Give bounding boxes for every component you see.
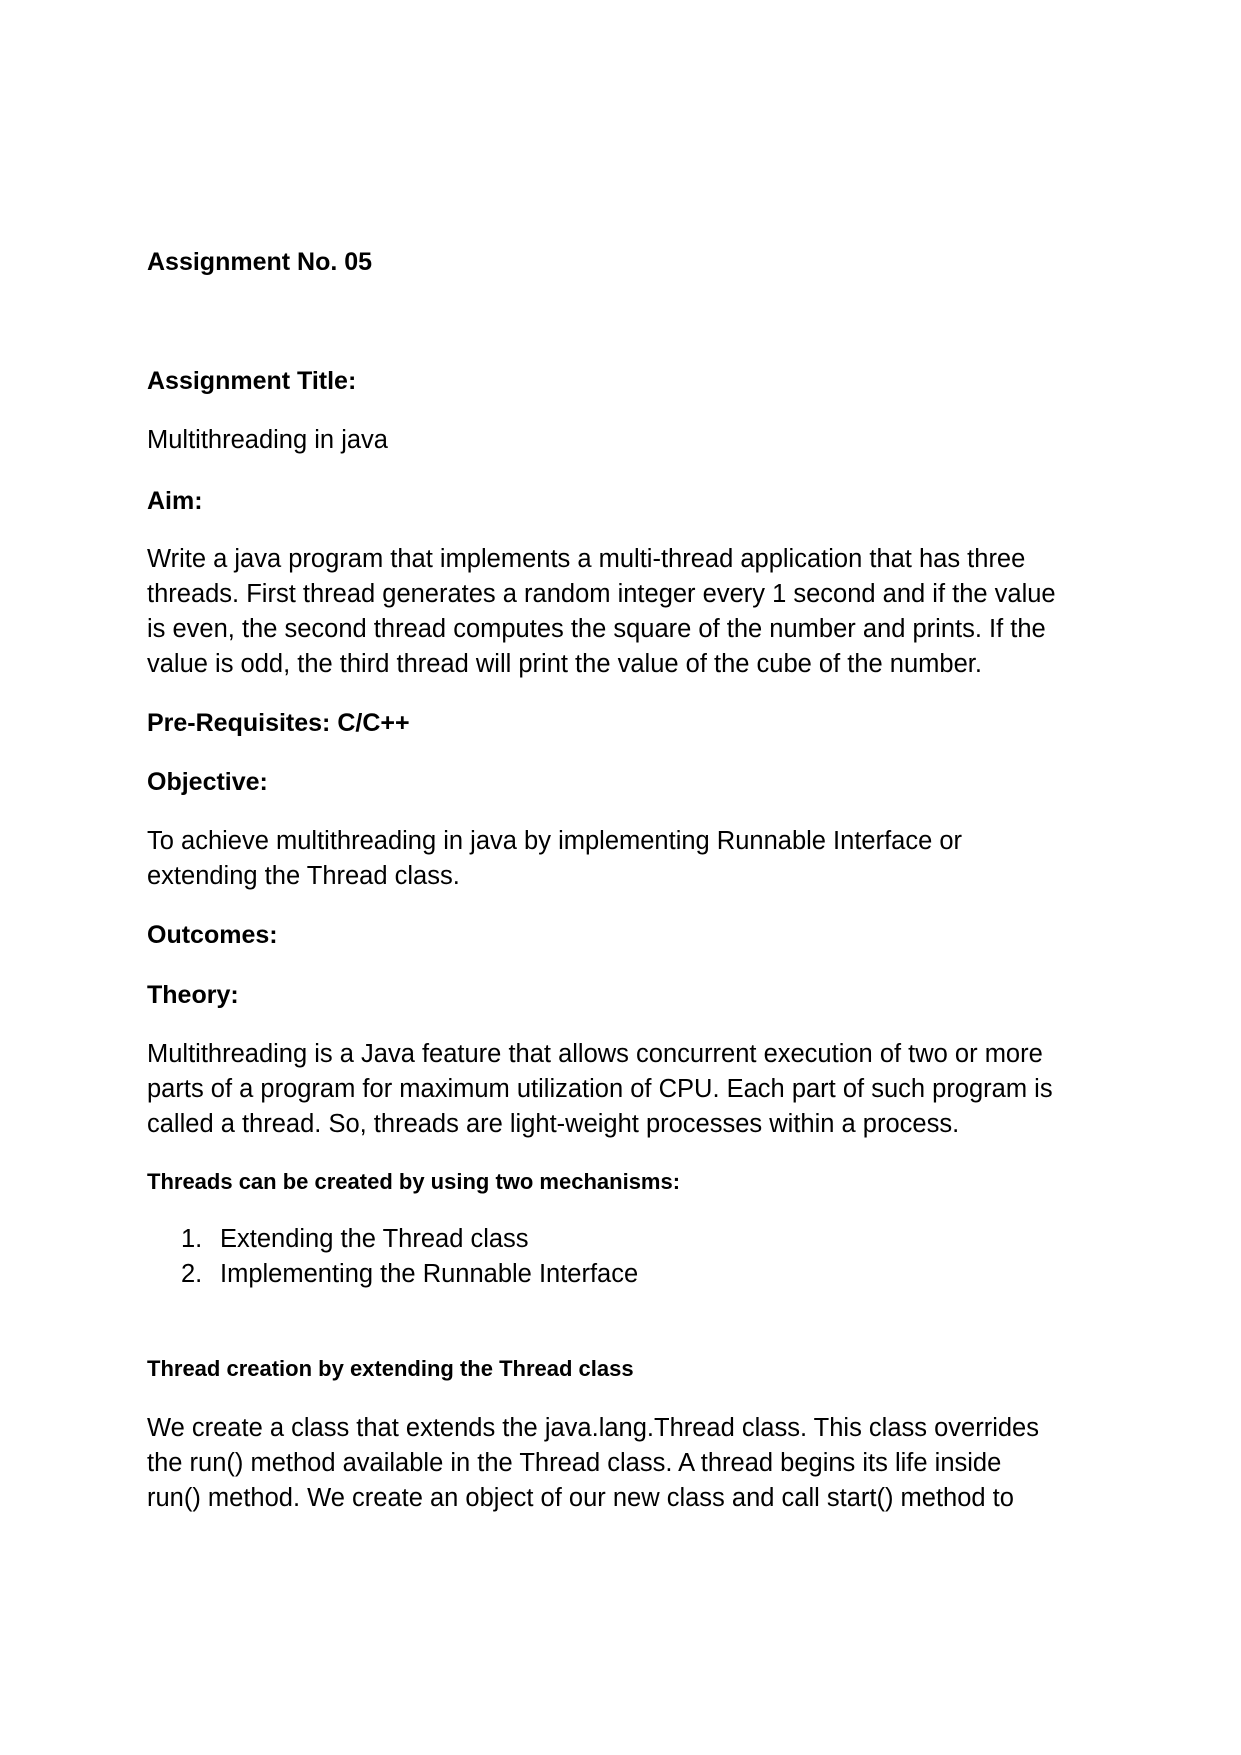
aim-line: Write a java program that implements a multi-thread application that has three: [147, 545, 1026, 573]
objective-line: To achieve multithreading in java by implementing Runnable Interface or: [147, 827, 963, 855]
extending-line: the run() method available in the Thread class. A thread begins its life inside: [147, 1449, 1002, 1477]
theory-line: Multithreading is a Java feature that allows concurrent execution of two or more: [147, 1040, 1043, 1068]
list-item-text: Implementing the Runnable Interface: [220, 1260, 639, 1288]
aim-line: is even, the second thread computes the square of the number and prints. If the: [147, 615, 1046, 643]
assignment-number: Assignment No. 05: [147, 248, 373, 276]
assignment-title-heading: Assignment Title:: [147, 367, 357, 395]
list-item: [181, 1257, 638, 1292]
aim-line: value is odd, the third thread will print the value of the cube of the number.: [147, 650, 982, 678]
extending-line: We create a class that extends the java.lang.Thread class. This class overrides: [147, 1414, 1039, 1442]
extending-line: run() method. We create an object of our new class and call start() method to: [147, 1484, 1014, 1512]
theory-heading: Theory:: [147, 981, 239, 1009]
outcomes-heading: Outcomes:: [147, 921, 278, 949]
mechanisms-list: [181, 1222, 638, 1292]
extending-paragraph: [147, 1411, 1039, 1516]
list-item-text: Extending the Thread class: [220, 1225, 529, 1253]
list-item-number: 2.: [181, 1260, 203, 1288]
objective-line: extending the Thread class.: [147, 862, 460, 890]
aim-line: threads. First thread generates a random integer every 1 second and if the value: [147, 580, 1056, 608]
list-item: [181, 1222, 638, 1257]
aim-heading: Aim:: [147, 487, 203, 515]
extending-heading: Thread creation by extending the Thread class: [147, 1356, 634, 1381]
assignment-title-text: Multithreading in java: [147, 426, 388, 454]
objective-paragraph: [147, 824, 962, 894]
theory-paragraph: [147, 1037, 1053, 1142]
prerequisites: Pre-Requisites: C/C++: [147, 709, 410, 737]
mechanisms-heading: Threads can be created by using two mechanisms:: [147, 1169, 681, 1194]
theory-line: parts of a program for maximum utilization of CPU. Each part of such program is: [147, 1075, 1053, 1103]
list-item-number: 1.: [181, 1225, 203, 1253]
objective-heading: Objective:: [147, 768, 268, 796]
aim-paragraph: [147, 542, 1056, 682]
theory-line: called a thread. So, threads are light-weight processes within a process.: [147, 1110, 960, 1138]
